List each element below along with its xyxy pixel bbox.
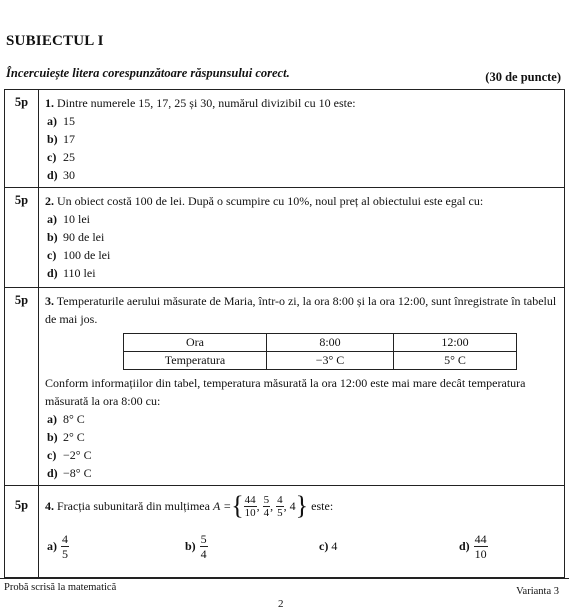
- total-points: (30 de puncte): [485, 70, 561, 84]
- question-text: Dintre numerele 15, 17, 25 și 30, numărul divizibil cu 10 este:: [57, 96, 356, 110]
- question-4: [5, 486, 565, 578]
- footer-exam-name: Probă scrisă la matematică: [4, 582, 117, 593]
- set-name: A =: [212, 499, 232, 513]
- question-points: 5p: [5, 486, 39, 578]
- option-letter: a): [47, 539, 57, 553]
- option-b[interactable]: [47, 428, 558, 446]
- option-letter: c): [47, 150, 57, 164]
- option-letter: a): [47, 412, 57, 426]
- fraction: 44 10: [474, 531, 487, 561]
- option-text: 17: [63, 132, 75, 146]
- table-cell: Temperatura: [124, 352, 267, 370]
- option-text: 8° C: [63, 412, 85, 426]
- option-text: 25: [63, 150, 75, 164]
- option-text: 100 de lei: [63, 248, 111, 262]
- option-text: 15: [63, 114, 75, 128]
- option-text: −2° C: [63, 448, 92, 462]
- question-stem: [45, 94, 558, 112]
- option-letter: a): [47, 114, 57, 128]
- table-cell: 12:00: [394, 334, 517, 352]
- option-c[interactable]: [47, 246, 558, 264]
- question-points: 5p: [5, 188, 39, 288]
- table-cell: 8:00: [267, 334, 394, 352]
- table-cell: 5° C: [394, 352, 517, 370]
- table-row: [124, 334, 517, 352]
- page-number: 2: [278, 598, 284, 610]
- table-row: [124, 352, 517, 370]
- question-text: Un obiect costă 100 de lei. După o scumpire cu 10%, noul preț al obiectului este egal cu:: [57, 194, 484, 208]
- option-d[interactable]: [47, 464, 558, 482]
- instruction: Încercuiește litera corespunzătoare răspunsului corect.: [6, 66, 290, 80]
- option-letter: c): [47, 448, 57, 462]
- question-3: [5, 288, 565, 486]
- option-letter: d): [47, 266, 58, 280]
- question-1: [5, 90, 565, 188]
- question-2: [5, 188, 565, 288]
- left-brace: {: [231, 491, 244, 520]
- question-stem: [45, 292, 558, 328]
- option-text: −8° C: [63, 466, 92, 480]
- option-a[interactable]: [47, 410, 558, 428]
- right-brace: }: [295, 491, 309, 520]
- question-stem-continued: Conform informațiilor din tabel, temperatura măsurată la ora 12:00 este mai mare decât temperatura măsurată la ora 8:00 cu:: [45, 376, 526, 408]
- questions-table: [4, 89, 565, 578]
- footer-variant: Varianta 3: [516, 586, 559, 597]
- question-points: 5p: [5, 288, 39, 486]
- question-points: 5p: [5, 90, 39, 188]
- question-stem: 4. Fracția subunitară din mulțimea A = { $\frac{44}{10}$ , $\frac{5}{4}$ , $\frac{4}{5}$ , 4 } este:: [45, 491, 334, 520]
- question-number: 2.: [45, 194, 54, 208]
- option-text: 30: [63, 168, 75, 182]
- option-letter: b): [47, 132, 58, 146]
- question-number: 3.: [45, 294, 54, 308]
- set-element: 4: [289, 499, 296, 513]
- question-number: 4.: [45, 499, 54, 513]
- question-text-end: este:: [311, 499, 334, 513]
- fraction: $\frac{44}{10}$: [244, 493, 256, 519]
- option-d[interactable]: [47, 166, 558, 184]
- temperature-table: [123, 333, 517, 370]
- option-letter: d): [47, 168, 58, 182]
- option-letter: a): [47, 212, 57, 226]
- option-text: 10 lei: [63, 212, 90, 226]
- option-c[interactable]: [47, 148, 558, 166]
- option-d[interactable]: [459, 532, 488, 561]
- option-c[interactable]: [319, 537, 337, 555]
- option-b[interactable]: [47, 228, 558, 246]
- option-text: 4: [331, 539, 338, 553]
- option-letter: d): [47, 466, 58, 480]
- question-stem: [45, 192, 558, 210]
- option-b[interactable]: [47, 130, 558, 148]
- option-text: 110 lei: [63, 266, 96, 280]
- option-letter: b): [47, 430, 58, 444]
- fraction: 5 4: [200, 531, 207, 561]
- option-letter: b): [47, 230, 58, 244]
- table-cell: −3° C: [267, 352, 394, 370]
- option-text: 90 de lei: [63, 230, 105, 244]
- option-b[interactable]: [185, 532, 208, 561]
- table-cell: Ora: [124, 334, 267, 352]
- question-text: Fracția subunitară din mulțimea: [57, 499, 210, 513]
- question-text: Temperaturile aerului măsurate de Maria, într-o zi, la ora 8:00 și la ora 12:00, sunt înregistrate în tabelul de mai jos.: [45, 294, 557, 326]
- fraction: 4 5: [62, 531, 68, 561]
- footer-divider: [0, 578, 569, 579]
- option-a[interactable]: [47, 532, 69, 561]
- question-number: 1.: [45, 96, 54, 110]
- option-d[interactable]: [47, 264, 558, 282]
- option-letter: c): [319, 539, 329, 553]
- option-c[interactable]: [47, 446, 558, 464]
- option-letter: c): [47, 248, 57, 262]
- options-row: [45, 524, 558, 568]
- fraction: $\frac{5}{4}$: [263, 493, 270, 519]
- page-title: SUBIECTUL I: [6, 33, 104, 49]
- option-letter: d): [459, 539, 470, 553]
- option-a[interactable]: [47, 112, 558, 130]
- fraction: $\frac{4}{5}$: [277, 493, 283, 519]
- option-text: 2° C: [63, 430, 85, 444]
- option-a[interactable]: [47, 210, 558, 228]
- option-letter: b): [185, 539, 196, 553]
